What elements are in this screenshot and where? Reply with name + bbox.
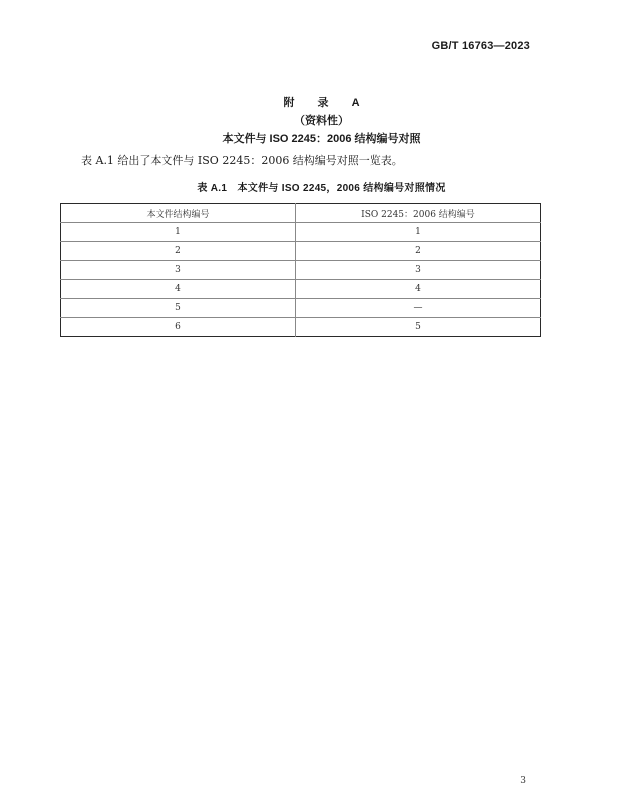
table-cell-iso: 1 (296, 223, 541, 242)
table-cell-iso: — (296, 299, 541, 318)
standard-code: GB/T 16763—2023 (431, 40, 530, 52)
table-cell-this-document: 1 (61, 223, 296, 242)
structure-number-table (60, 203, 541, 337)
table-caption: 表 A.1 本文件与 ISO 2245，2006 结构编号对照情况 (197, 183, 446, 194)
table-row (61, 318, 541, 337)
appendix-heading: 本文件与 ISO 2245：2006 结构编号对照 (222, 133, 421, 145)
table-row (61, 299, 541, 318)
table-row (61, 223, 541, 242)
table-cell-this-document: 4 (61, 280, 296, 299)
table-cell-iso: 5 (415, 322, 421, 332)
appendix-title: 附 录 A (283, 97, 370, 109)
table-cell-iso: 3 (296, 261, 541, 280)
table-cell-iso: 4 (296, 280, 541, 299)
table-cell-iso: 2 (296, 242, 541, 261)
table-header-iso: ISO 2245：2006 结构编号 (296, 204, 541, 223)
appendix-nature: （资料性） (294, 115, 349, 127)
table-cell-this-document: 2 (61, 242, 296, 261)
table-cell-this-document: 3 (61, 261, 296, 280)
table-cell-this-document: 5 (61, 299, 296, 318)
table-row (61, 280, 541, 299)
intro-paragraph: 表 A.1 给出了本文件与 ISO 2245：2006 结构编号对照一览表。 (81, 154, 403, 167)
table-row (61, 261, 541, 280)
table-row (61, 242, 541, 261)
page-number: 3 (520, 776, 526, 786)
table-header-row (61, 204, 541, 223)
table-header-this-document: 本文件结构编号 (61, 204, 296, 223)
appendix-heading-block (0, 94, 643, 148)
table-cell-this-document: 6 (61, 318, 296, 337)
